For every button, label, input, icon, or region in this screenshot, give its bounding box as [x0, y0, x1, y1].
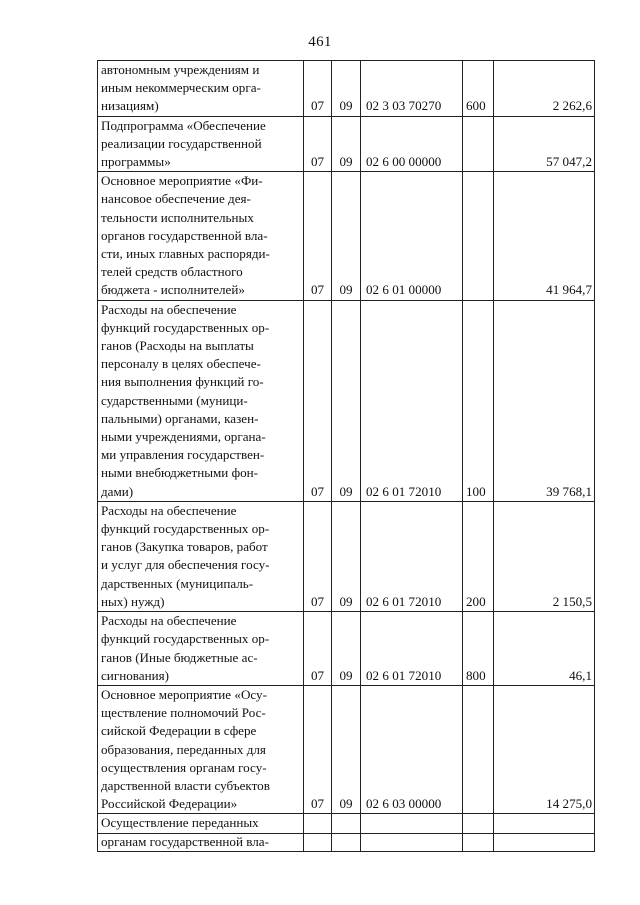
description-line: бюджета - исполнителей»	[101, 282, 245, 298]
target-item-code-cell: 02 6 03 00000	[361, 685, 463, 813]
table-row	[98, 612, 595, 686]
budget-table-body	[98, 61, 595, 852]
description-line: ганов (Иные бюджетные ас-	[101, 649, 258, 665]
subsection-code-cell: 09	[332, 685, 361, 813]
expense-type-code-cell	[463, 116, 494, 172]
table-row	[98, 61, 595, 117]
description-line: органам государственной вла-	[101, 833, 269, 849]
target-item-code-cell: 02 6 01 72010	[361, 300, 463, 501]
description-line: иным некоммерческим орга-	[101, 80, 261, 96]
description-line: сигнования)	[101, 667, 169, 683]
description-line: Расходы на обеспечение	[101, 502, 237, 518]
amount-cell: 2 150,5	[494, 501, 595, 611]
description-cell	[98, 300, 304, 501]
description-line: сийской Федерации в сфере	[101, 723, 257, 739]
expense-type-code-cell: 600	[463, 61, 494, 117]
description-line: дарственных (муниципаль-	[101, 575, 254, 591]
expense-type-code-cell	[463, 685, 494, 813]
description-line: осуществления органам госу-	[101, 759, 267, 775]
description-line: ганов (Закупка товаров, работ	[101, 539, 268, 555]
section-code-cell: 07	[304, 685, 332, 813]
table-row	[98, 116, 595, 172]
subsection-code-cell: 09	[332, 501, 361, 611]
description-line: Расходы на обеспечение	[101, 301, 237, 317]
amount-cell: 39 768,1	[494, 300, 595, 501]
description-line: функций государственных ор-	[101, 319, 270, 335]
amount-cell: 14 275,0	[494, 685, 595, 813]
section-code-cell: 07	[304, 501, 332, 611]
description-line: дами)	[101, 483, 134, 499]
description-line: Осуществление переданных	[101, 815, 259, 831]
description-cell	[98, 612, 304, 686]
subsection-code-cell: 09	[332, 116, 361, 172]
description-line: дарственной власти субъектов	[101, 777, 270, 793]
expense-type-code-cell: 800	[463, 612, 494, 686]
description-line: ными внебюджетными фон-	[101, 465, 258, 481]
budget-table	[97, 60, 595, 852]
subsection-code-cell: 09	[332, 612, 361, 686]
table-bottom-rule	[97, 833, 594, 834]
description-line: тельности исполнительных	[101, 209, 254, 225]
description-line: Основное мероприятие «Осу-	[101, 686, 267, 702]
description-line: Расходы на обеспечение	[101, 613, 237, 629]
description-line: сти, иных главных распоряди-	[101, 246, 270, 262]
description-line: автономным учреждениям и	[101, 62, 260, 77]
description-line: телей средств областного	[101, 264, 243, 280]
page-number: 461	[308, 34, 332, 50]
table-row	[98, 172, 595, 300]
description-line: программы»	[101, 154, 171, 170]
table-row	[98, 685, 595, 813]
section-code-cell: 07	[304, 300, 332, 501]
amount-cell: 2 262,6	[494, 61, 595, 117]
description-line: функций государственных ор-	[101, 631, 270, 647]
table-row	[98, 501, 595, 611]
description-line: персоналу в целях обеспече-	[101, 356, 261, 372]
expense-type-code-cell	[463, 172, 494, 300]
subsection-code-cell: 09	[332, 300, 361, 501]
target-item-code-cell: 02 6 01 72010	[361, 501, 463, 611]
table-row	[98, 300, 595, 501]
section-code-cell: 07	[304, 116, 332, 172]
description-line: функций государственных ор-	[101, 521, 270, 537]
section-code-cell: 07	[304, 612, 332, 686]
description-cell	[98, 685, 304, 813]
section-code-cell: 07	[304, 61, 332, 117]
target-item-code-cell: 02 6 00 00000	[361, 116, 463, 172]
subsection-code-cell: 09	[332, 61, 361, 117]
description-line: органов государственной вла-	[101, 227, 268, 243]
description-cell	[98, 116, 304, 172]
amount-cell: 46,1	[494, 612, 595, 686]
description-line: ми управления государствен-	[101, 447, 265, 463]
description-cell	[98, 501, 304, 611]
expense-type-code-cell: 200	[463, 501, 494, 611]
amount-cell: 41 964,7	[494, 172, 595, 300]
description-line: пальными) органами, казен-	[101, 410, 259, 426]
description-line: ществление полномочий Рос-	[101, 705, 266, 721]
description-line: Российской Федерации»	[101, 796, 238, 812]
description-line: ными учреждениями, органа-	[101, 429, 266, 445]
description-line: образования, переданных для	[101, 741, 266, 757]
target-item-code-cell: 02 3 03 70270	[361, 61, 463, 117]
description-cell	[98, 61, 304, 117]
subsection-code-cell: 09	[332, 172, 361, 300]
description-line: сударственными (муници-	[101, 392, 248, 408]
description-line: и услуг для обеспечения госу-	[101, 557, 270, 573]
description-line: низациям)	[101, 98, 159, 114]
description-cell	[98, 172, 304, 300]
description-line: Основное мероприятие «Фи-	[101, 173, 263, 189]
description-line: нансовое обеспечение дея-	[101, 191, 251, 207]
section-code-cell: 07	[304, 172, 332, 300]
expense-type-code-cell: 100	[463, 300, 494, 501]
description-line: ных) нужд)	[101, 593, 165, 609]
amount-cell: 57 047,2	[494, 116, 595, 172]
target-item-code-cell: 02 6 01 00000	[361, 172, 463, 300]
description-line: реализации государственной	[101, 135, 262, 151]
target-item-code-cell: 02 6 01 72010	[361, 612, 463, 686]
description-line: ганов (Расходы на выплаты	[101, 338, 254, 354]
description-line: ния выполнения функций го-	[101, 374, 264, 390]
description-line: Подпрограмма «Обеспечение	[101, 117, 266, 133]
